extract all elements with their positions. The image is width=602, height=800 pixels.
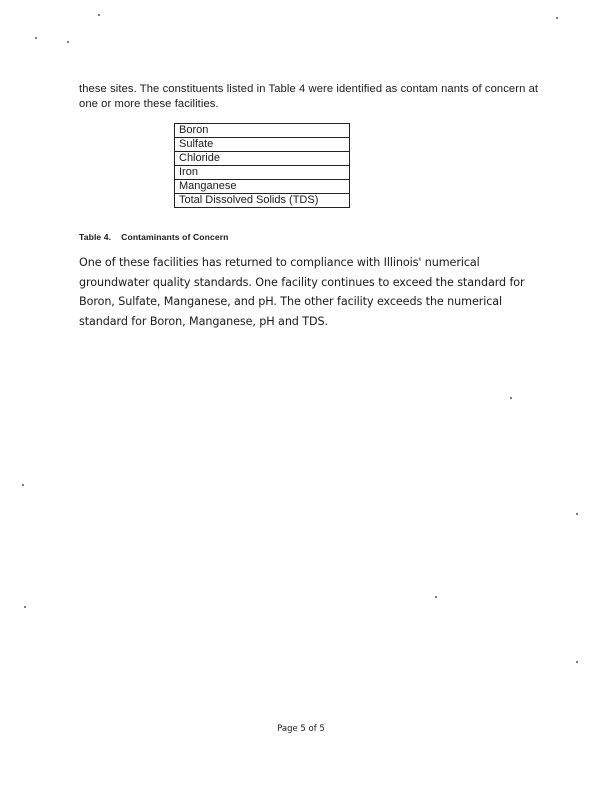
scan-speck [67, 41, 69, 43]
table-row [175, 138, 350, 152]
table-cell: Boron [175, 124, 350, 138]
scan-speck [576, 661, 578, 663]
table-row [175, 124, 350, 138]
table-cell: Chloride [175, 152, 350, 166]
scan-speck [556, 17, 558, 19]
table-row [175, 152, 350, 166]
table-caption [79, 232, 229, 242]
body-paragraph: One of these facilities has returned to compliance with Illinois' numerical groundwater quality standards. One facility continues to exceed the standard for Boron, Sulfate, Manganese, and pH. The other facility exceeds the numerical standard for Boron, Manganese, pH and TDS. [79, 256, 525, 328]
scan-speck [510, 397, 512, 399]
table-row [175, 194, 350, 208]
caption-title: Contaminants of Concern [121, 232, 229, 242]
scan-speck [435, 596, 437, 598]
table-row [175, 180, 350, 194]
table-cell: Total Dissolved Solids (TDS) [175, 194, 350, 208]
table-cell: Manganese [175, 180, 350, 194]
scan-speck [24, 606, 26, 608]
table-cell: Sulfate [175, 138, 350, 152]
table-cell: Iron [175, 166, 350, 180]
scan-speck [98, 14, 100, 16]
scan-speck [576, 513, 578, 515]
scan-speck [35, 37, 37, 39]
table-row [175, 166, 350, 180]
intro-paragraph: these sites. The constituents listed in Table 4 were identified as contam nants of concern at one or more these facilities. [79, 83, 539, 110]
page-footer: Page 5 of 5 [277, 724, 325, 734]
caption-number: Table 4. [79, 232, 112, 242]
scan-speck [22, 484, 24, 486]
contaminants-table [174, 123, 350, 208]
